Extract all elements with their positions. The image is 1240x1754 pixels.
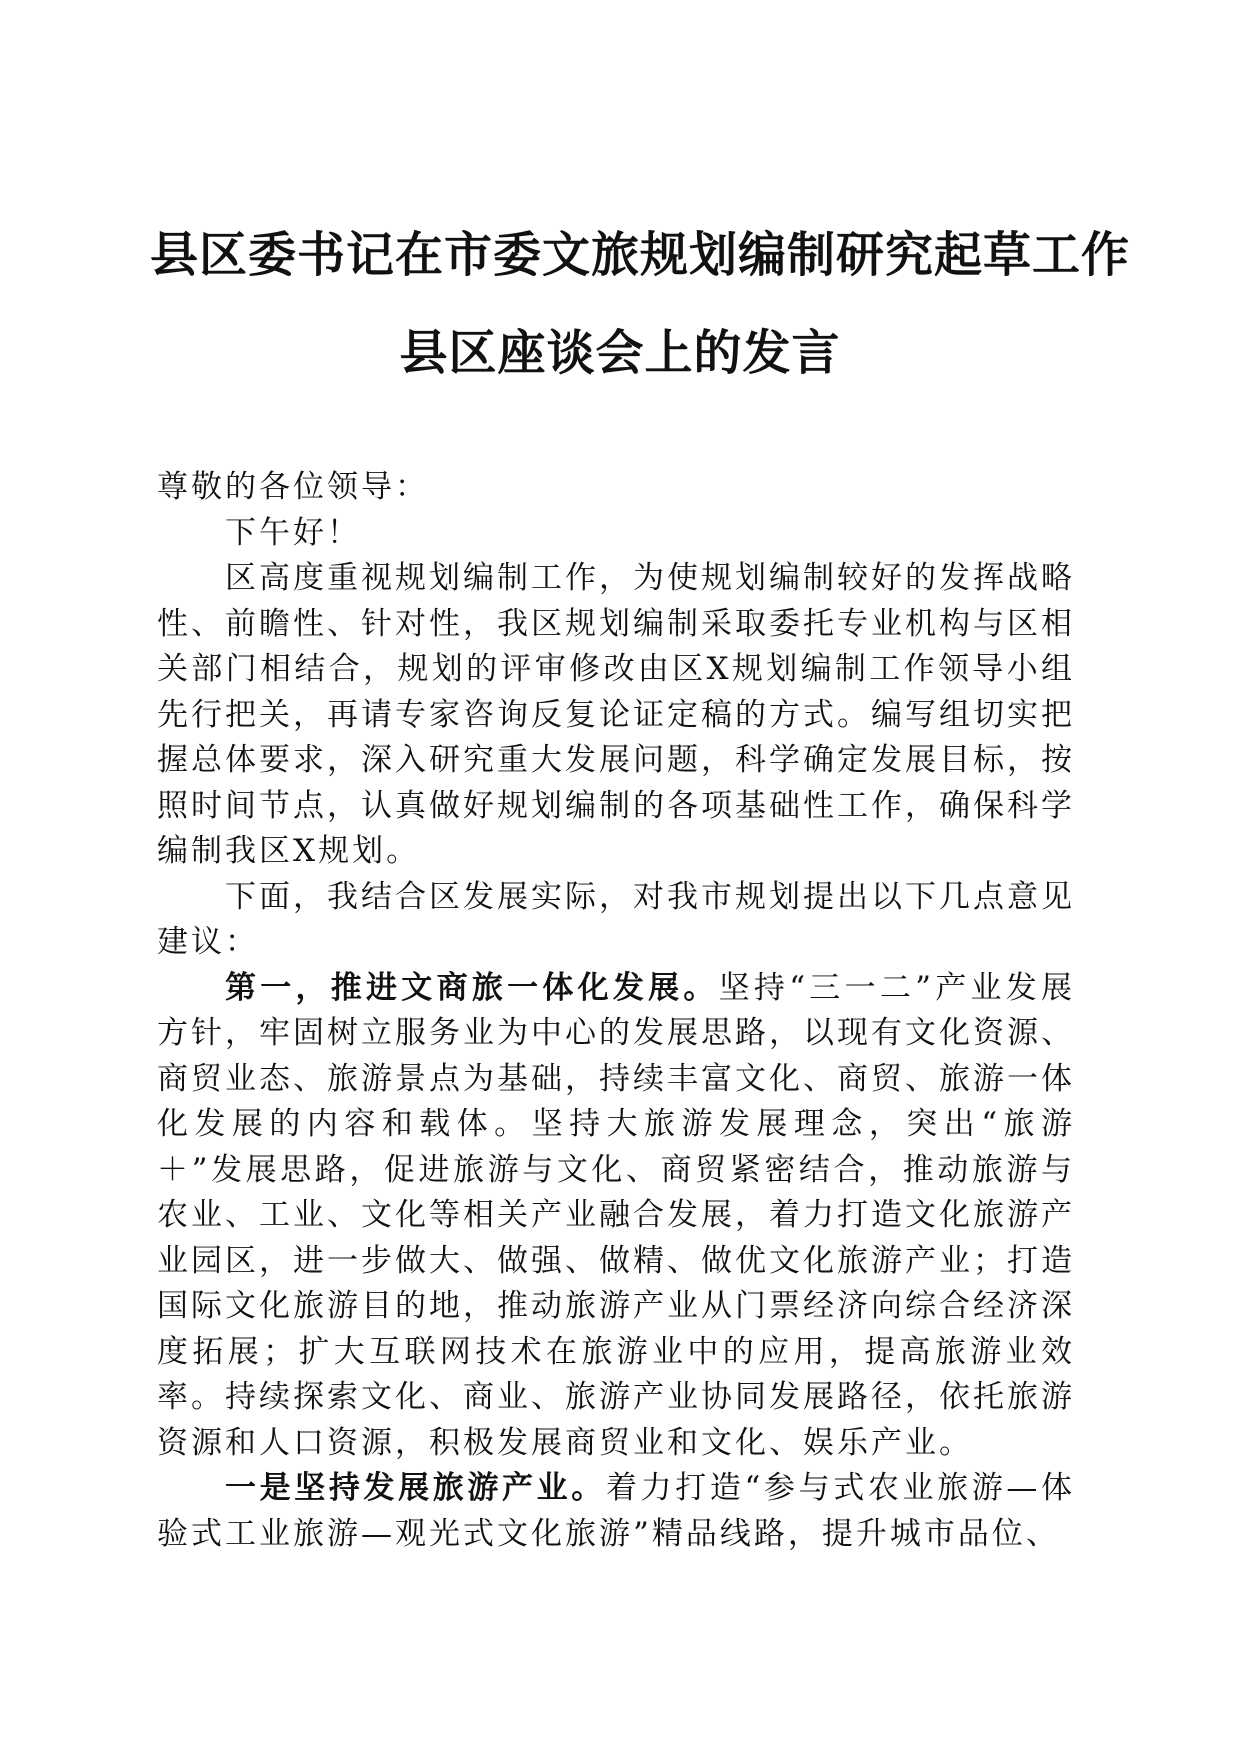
section-1-text: 坚持“三一二”产业发展方针，牢固树立服务业为中心的发展思路，以现有文化资源、商贸业态、旅游景点为基础，持续丰富文化、商贸、旅游一体化发展的内容和载体。坚持大旅游发展理念，突出“旅游＋”发展思路，促进旅游与文化、商贸紧密结合，推动旅游与农业、工业、文化等相关产业融合发展，着力打造文化旅游产业园区，进一步做大、做强、做精、做优文化旅游产业；打造国际文化旅游目的地，推动旅游产业从门票经济向综合经济深度拓展；扩大互联网技术在旅游业中的应用，提高旅游业效率。持续探索文化、商业、旅游产业协同发展路径，依托旅游资源和人口资源，积极发展商贸业和文化、娱乐产业。: [157, 969, 1075, 1461]
paragraph-2: 下面，我结合区发展实际，对我市规划提出以下几点意见建议：: [157, 878, 1075, 960]
section-1-paragraph: [157, 966, 1075, 1467]
subsection-1-paragraph: [157, 1466, 1075, 1557]
section-1-heading: 第一，推进文商旅一体化发展。: [225, 969, 719, 1006]
subsection-1-text: 着力打造“参与式农业旅游—体验式工业旅游—观光式文化旅游”精品线路，提升城市品位、: [157, 1470, 1076, 1552]
subsection-1-heading: 一是坚持发展旅游产业。: [225, 1470, 606, 1506]
document-title-line-2: 县区座谈会上的发言: [399, 325, 841, 381]
document-body: [157, 465, 1075, 1557]
document-title-line-1: 县区委书记在市委文旅规划编制研究起草工作: [150, 227, 1131, 283]
greeting: 下午好！: [225, 514, 361, 551]
salutation: 尊敬的各位领导：: [157, 469, 429, 505]
paragraph-1: 区高度重视规划编制工作，为使规划编制较好的发挥战略性、前瞻性、针对性，我区规划编制采取委托专业机构与区相关部门相结合，规划的评审修改由区X规划编制工作领导小组先行把关，再请专家咨询反复论证定稿的方式。编写组切实把握总体要求，深入研究重大发展问题，科学确定发展目标，按照时间节点，认真做好规划编制的各项基础性工作，确保科学编制我区X规划。: [157, 560, 1075, 869]
